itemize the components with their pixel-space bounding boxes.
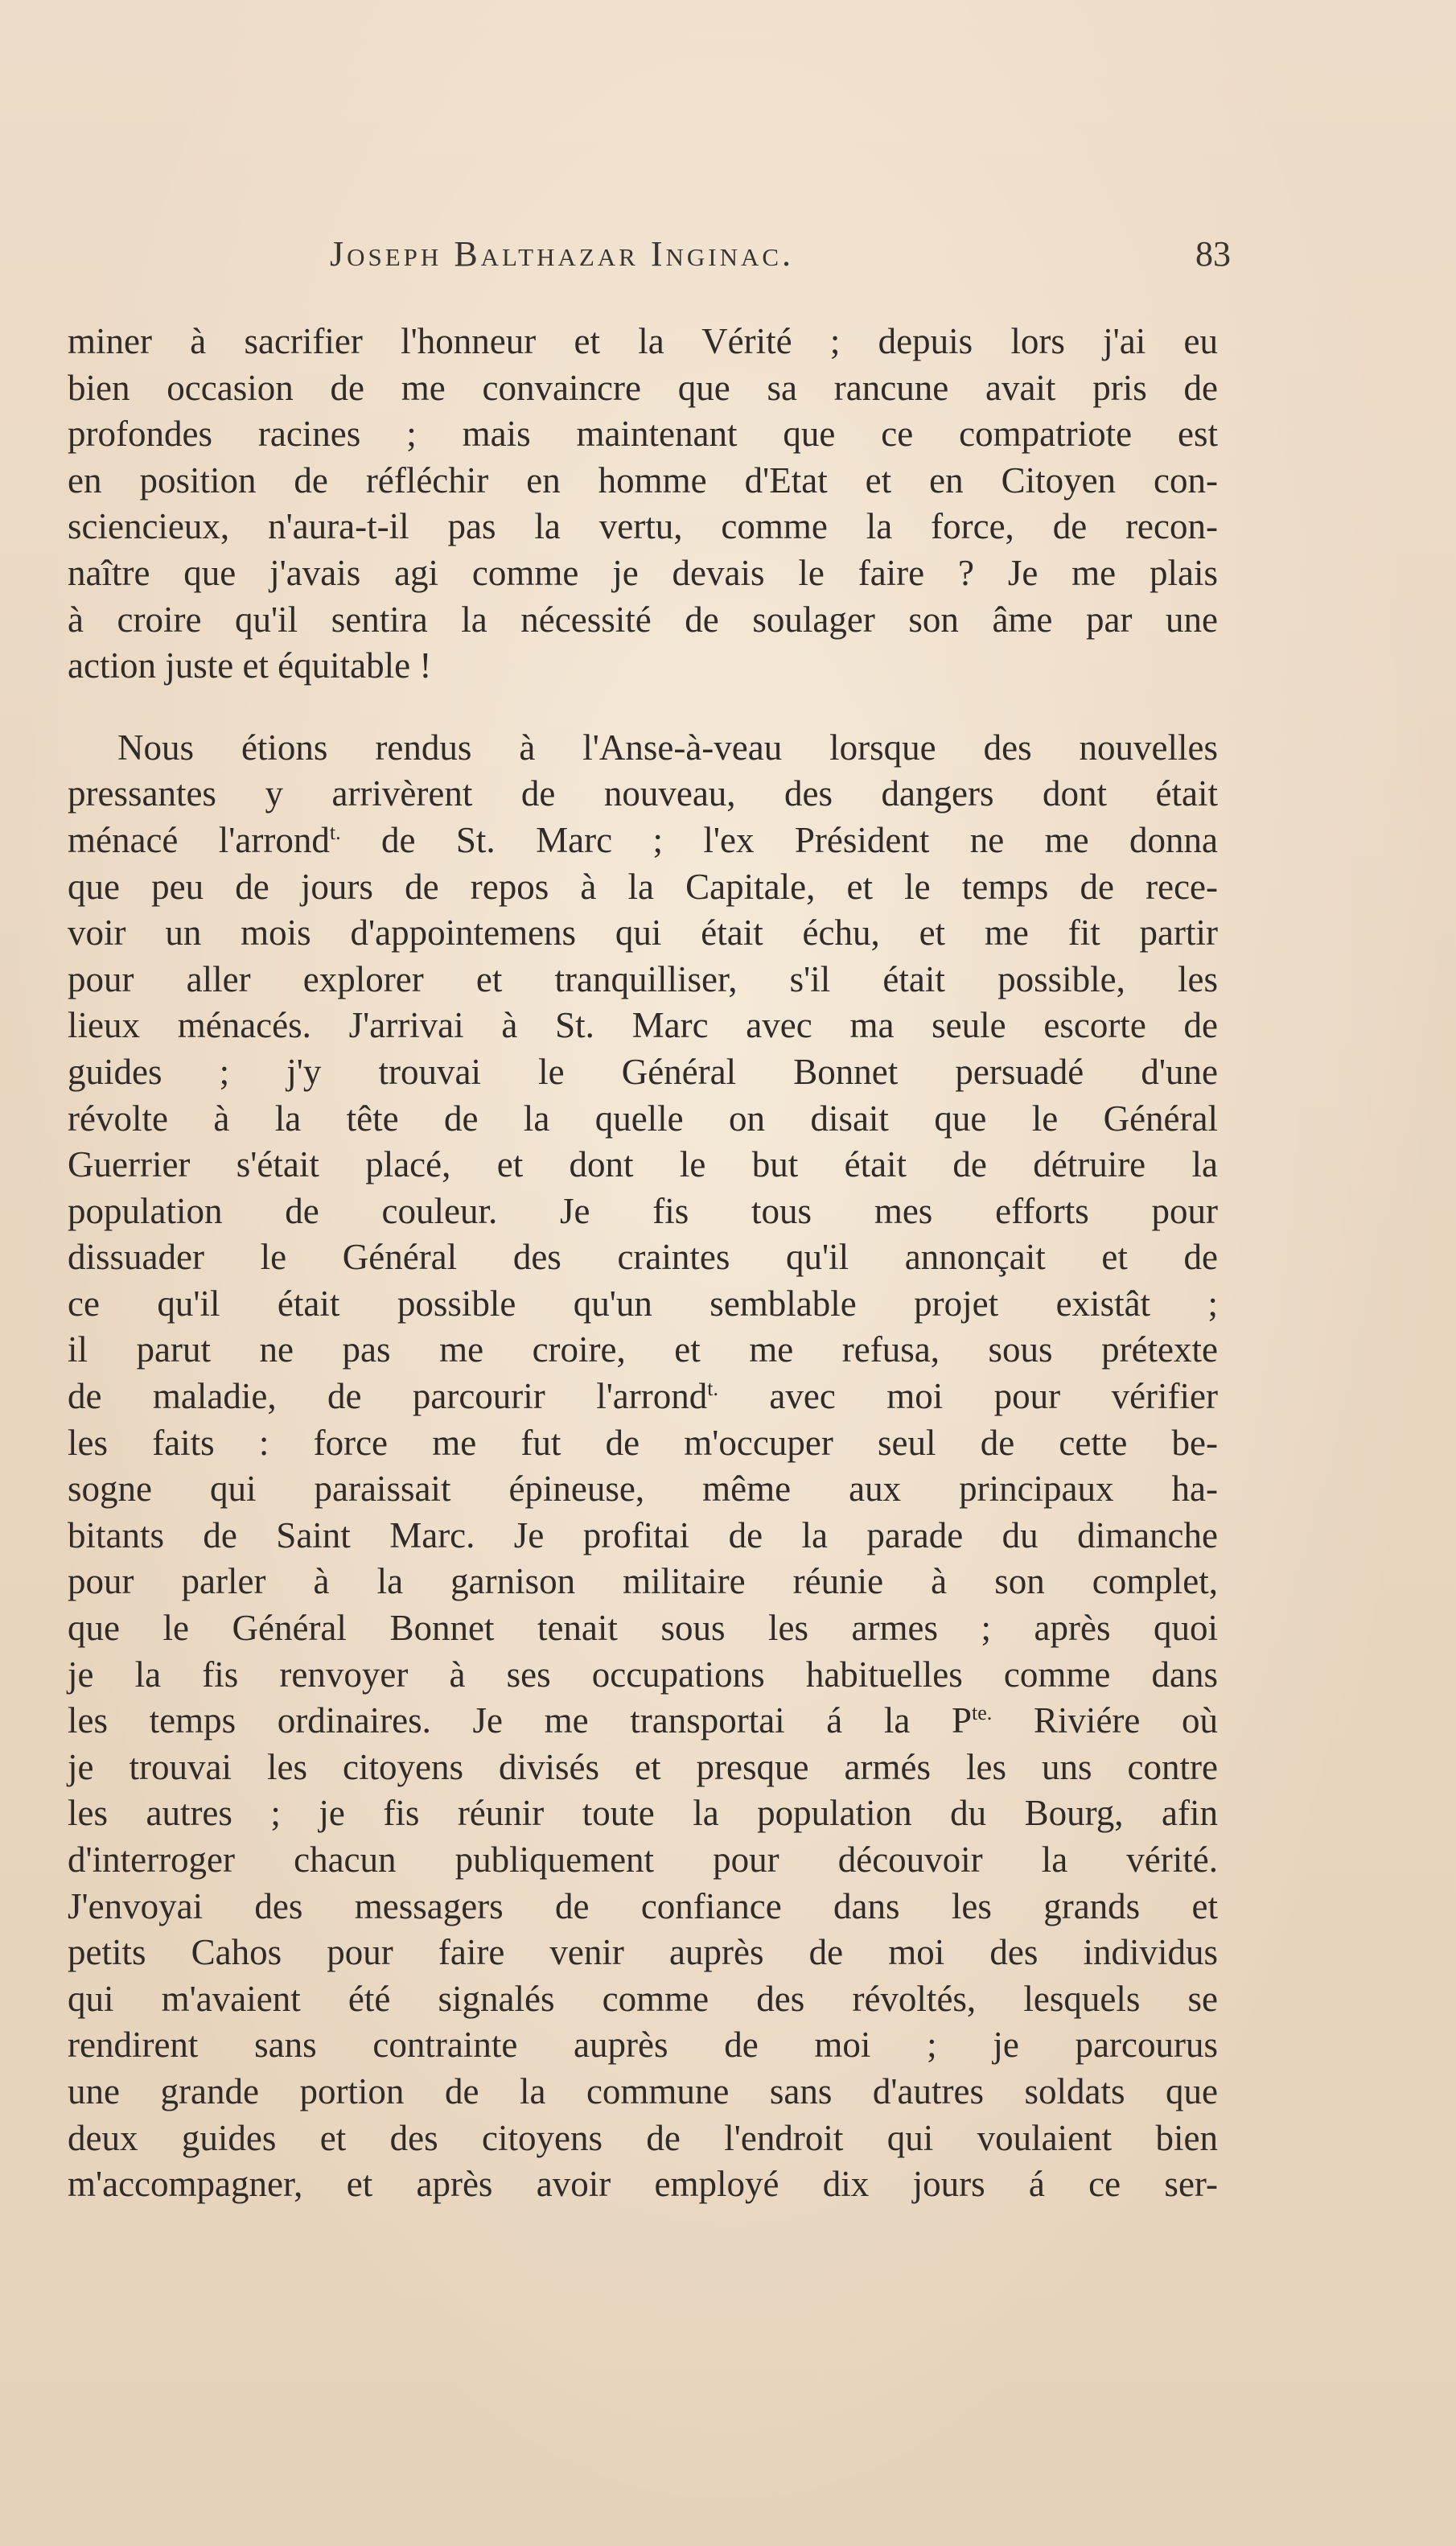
text-line: qui m'avaient été signalés comme des révoltés, lesquels se: [68, 1978, 1218, 2019]
text-line: pour aller explorer et tranquilliser, s'il était possible, les: [68, 958, 1218, 999]
text-line: guides ; j'y trouvai le Général Bonnet persuadé d'une: [68, 1051, 1218, 1092]
text-line: les faits : force me fut de m'occuper seul de cette be-: [68, 1422, 1218, 1463]
text-line: d'interroger chacun publiquement pour découvoir la vérité.: [68, 1839, 1218, 1880]
text-line: une grande portion de la commune sans d'autres soldats que: [68, 2070, 1218, 2111]
text-fragment: ménacé l'arrond: [68, 819, 330, 860]
text-line: lieux ménacés. J'arrivai à St. Marc avec ma seule escorte de: [68, 1005, 1218, 1046]
text-line: naître que j'avais agi comme je devais le faire ? Je me plais: [68, 552, 1218, 593]
text-line-compound: [68, 1374, 1218, 1420]
text-line: profondes racines ; mais maintenant que ce compatriote est: [68, 414, 1218, 455]
text-line: ce qu'il était possible qu'un semblable projet existât ;: [68, 1283, 1218, 1324]
text-line: que peu de jours de repos à la Capitale, et le temps de rece-: [68, 866, 1218, 907]
text-line: il parut ne pas me croire, et me refusa, sous prétexte: [68, 1329, 1218, 1370]
text-line: Nous étions rendus à l'Anse-à-veau lorsque des nouvelles: [117, 727, 1218, 768]
text-line-compound: [68, 818, 1218, 864]
text-line: pressantes y arrivèrent de nouveau, des dangers dont était: [68, 773, 1218, 814]
text-line: en position de réfléchir en homme d'Etat et en Citoyen con-: [68, 459, 1218, 501]
body-text: [68, 319, 1218, 2208]
text-line: je la fis renvoyer à ses occupations habituelles comme dans: [68, 1654, 1218, 1695]
text-line: m'accompagner, et après avoir employé dix jours á ce ser-: [68, 2164, 1218, 2205]
text-line: action juste et équitable !: [68, 645, 432, 686]
text-line: J'envoyai des messagers de confiance dans les grands et: [68, 1885, 1218, 1926]
text-line: révolte à la tête de la quelle on disait que le Général: [68, 1098, 1218, 1139]
text-line: voir un mois d'appointemens qui était échu, et me fit partir: [68, 913, 1218, 954]
text-line-compound: [68, 1698, 1218, 1745]
text-line: population de couleur. Je fis tous mes efforts pour: [68, 1190, 1218, 1231]
text-line: Guerrier s'était placé, et dont le but était de détruire la: [68, 1144, 1218, 1185]
running-header-title: Joseph Balthazar Inginac.: [330, 234, 795, 274]
superscript: t.: [707, 1377, 718, 1401]
text-line: sogne qui paraissait épineuse, même aux principaux ha-: [68, 1469, 1218, 1510]
superscript: t.: [329, 820, 341, 844]
text-line: je trouvai les citoyens divisés et presque armés les uns contre: [68, 1746, 1218, 1787]
text-line: les autres ; je fis réunir toute la population du Bourg, afin: [68, 1793, 1218, 1834]
text-line: petits Cahos pour faire venir auprès de moi des individus: [68, 1932, 1218, 1973]
text-line: bitants de Saint Marc. Je profitai de la parade du dimanche: [68, 1514, 1218, 1555]
paragraph-gap: [68, 690, 1218, 725]
text-line: sciencieux, n'aura-t-il pas la vertu, comme la force, de recon-: [68, 506, 1218, 547]
paragraph-2: [68, 725, 1218, 2208]
text-line: rendirent sans contrainte auprès de moi ; je parcourus: [68, 2025, 1218, 2066]
text-fragment: les temps ordinaires. Je me transportai á la P: [68, 1700, 973, 1741]
text-fragment: de maladie, de parcourir l'arrond: [68, 1376, 708, 1417]
text-fragment: avec moi pour vérifier: [718, 1376, 1218, 1417]
text-line: dissuader le Général des craintes qu'il annonçait et de: [68, 1237, 1218, 1278]
text-line: à croire qu'il sentira la nécessité de soulager son âme par une: [68, 599, 1218, 640]
running-header: [330, 233, 1231, 282]
text-line: que le Général Bonnet tenait sous les armes ; après quoi: [68, 1608, 1218, 1649]
text-fragment: de St. Marc ; l'ex Président ne me donna: [340, 819, 1219, 860]
text-fragment: Riviére où: [992, 1700, 1218, 1741]
text-line: deux guides et des citoyens de l'endroit qui voulaient bien: [68, 2117, 1218, 2158]
page-number: 83: [1195, 234, 1231, 274]
paragraph-1: [68, 319, 1218, 690]
text-line: pour parler à la garnison militaire réunie à son complet,: [68, 1561, 1218, 1602]
text-line: miner à sacrifier l'honneur et la Vérité ; depuis lors j'ai eu: [68, 321, 1218, 361]
text-line: bien occasion de me convaincre que sa rancune avait pris de: [68, 367, 1218, 408]
superscript: te.: [972, 1701, 993, 1725]
